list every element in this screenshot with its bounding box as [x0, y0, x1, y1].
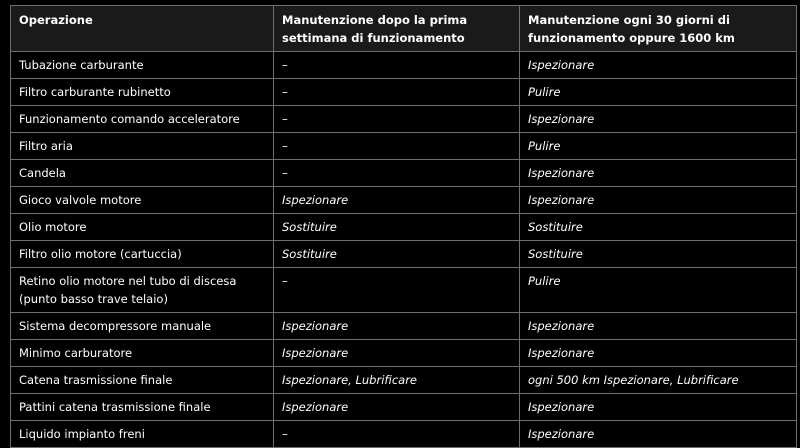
table-row [11, 187, 797, 214]
table-header [11, 6, 797, 52]
cell-operation: Filtro aria [11, 133, 274, 160]
cell-every-30-days: Pulire [520, 268, 797, 313]
cell-every-30-days: Ispezionare [520, 394, 797, 421]
cell-first-week: – [274, 52, 520, 79]
cell-every-30-days: Ispezionare [520, 340, 797, 367]
cell-first-week: – [274, 79, 520, 106]
header-operation: Operazione [11, 6, 274, 52]
table-row [11, 106, 797, 133]
cell-operation: Retino olio motore nel tubo di discesa (punto basso trave telaio) [11, 268, 274, 313]
cell-every-30-days: Sostituire [520, 241, 797, 268]
header-first-week: Manutenzione dopo la prima settimana di funzionamento [274, 6, 520, 52]
cell-every-30-days: Ispezionare [520, 313, 797, 340]
table-row [11, 340, 797, 367]
table-row [11, 241, 797, 268]
cell-operation: Funzionamento comando acceleratore [11, 106, 274, 133]
table-row [11, 367, 797, 394]
cell-first-week: Sostituire [274, 214, 520, 241]
table-row [11, 79, 797, 106]
table-row [11, 421, 797, 448]
cell-first-week: – [274, 133, 520, 160]
cell-every-30-days: Ispezionare [520, 106, 797, 133]
table-row [11, 394, 797, 421]
cell-every-30-days: Sostituire [520, 214, 797, 241]
table-body [11, 52, 797, 448]
cell-operation: Pattini catena trasmissione finale [11, 394, 274, 421]
header-every-30-days: Manutenzione ogni 30 giorni di funzionamento oppure 1600 km [520, 6, 797, 52]
cell-first-week: Ispezionare [274, 394, 520, 421]
cell-every-30-days: Pulire [520, 133, 797, 160]
cell-every-30-days: Ispezionare [520, 421, 797, 448]
cell-operation: Filtro olio motore (cartuccia) [11, 241, 274, 268]
maintenance-table [10, 5, 797, 448]
table-row [11, 133, 797, 160]
cell-operation: Liquido impianto freni [11, 421, 274, 448]
table-row [11, 313, 797, 340]
cell-first-week: Ispezionare [274, 187, 520, 214]
table-row [11, 268, 797, 313]
cell-first-week: Sostituire [274, 241, 520, 268]
cell-every-30-days: Ispezionare [520, 52, 797, 79]
cell-first-week: Ispezionare, Lubrificare [274, 367, 520, 394]
cell-first-week: – [274, 268, 520, 313]
cell-first-week: Ispezionare [274, 340, 520, 367]
maintenance-table-container [10, 5, 796, 448]
header-row [11, 6, 797, 52]
cell-every-30-days: ogni 500 km Ispezionare, Lubrificare [520, 367, 797, 394]
table-row [11, 214, 797, 241]
cell-first-week: – [274, 160, 520, 187]
cell-operation: Gioco valvole motore [11, 187, 274, 214]
cell-operation: Sistema decompressore manuale [11, 313, 274, 340]
cell-operation: Filtro carburante rubinetto [11, 79, 274, 106]
cell-operation: Olio motore [11, 214, 274, 241]
cell-first-week: – [274, 106, 520, 133]
cell-every-30-days: Ispezionare [520, 160, 797, 187]
table-row [11, 160, 797, 187]
table-row [11, 52, 797, 79]
cell-operation: Minimo carburatore [11, 340, 274, 367]
cell-operation: Tubazione carburante [11, 52, 274, 79]
cell-every-30-days: Pulire [520, 79, 797, 106]
cell-every-30-days: Ispezionare [520, 187, 797, 214]
cell-first-week: – [274, 421, 520, 448]
cell-operation: Catena trasmissione finale [11, 367, 274, 394]
cell-first-week: Ispezionare [274, 313, 520, 340]
cell-operation: Candela [11, 160, 274, 187]
